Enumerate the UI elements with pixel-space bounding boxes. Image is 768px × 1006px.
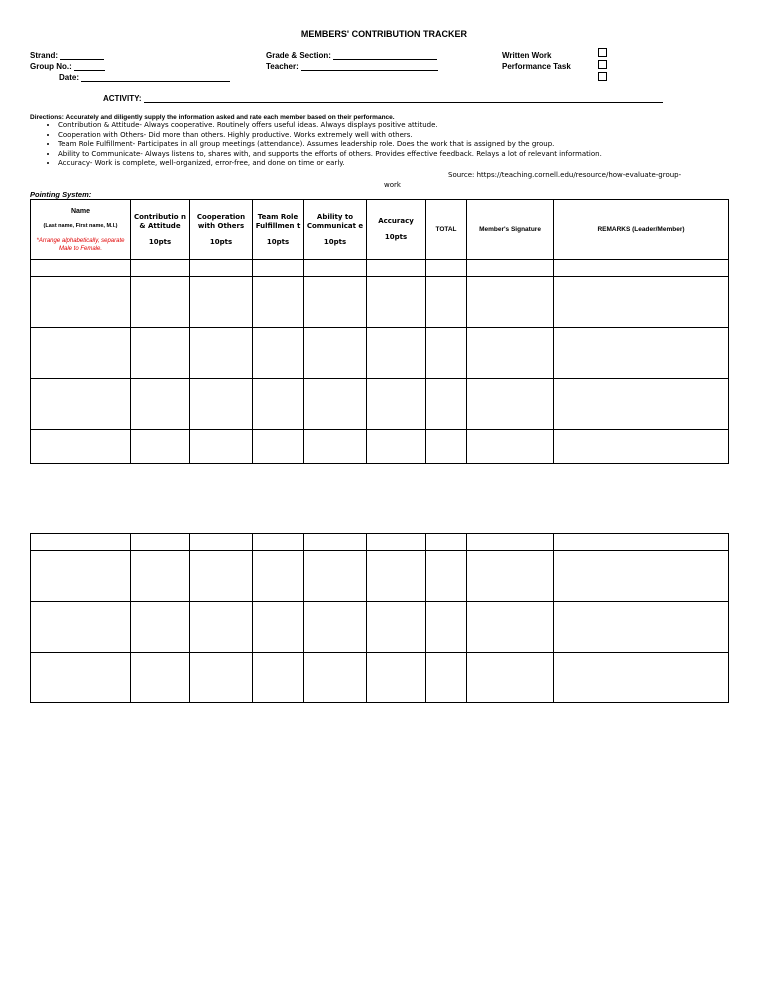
table-cell[interactable] <box>131 260 190 277</box>
table-cell[interactable] <box>190 379 253 430</box>
performance-task-checkbox[interactable] <box>598 60 607 69</box>
table-row <box>31 328 729 379</box>
table-cell[interactable] <box>190 534 253 551</box>
table-cell[interactable] <box>367 602 426 653</box>
table-cell[interactable] <box>190 277 253 328</box>
table-cell[interactable] <box>426 379 467 430</box>
table-row <box>31 430 729 464</box>
table-cell[interactable] <box>190 328 253 379</box>
source-citation-cont: work <box>384 181 401 189</box>
communicate-header-pts: 10pts <box>323 237 347 246</box>
table-cell[interactable] <box>467 379 554 430</box>
group-no-blank[interactable] <box>74 62 105 71</box>
table-cell[interactable] <box>467 328 554 379</box>
cooperation-header-label: Cooperation with Others <box>196 212 246 230</box>
communicate-header <box>304 200 367 260</box>
name-header <box>31 200 131 260</box>
criteria-item: • Team Role Fulfillment- Participates in all group meetings (attendance). Assumes leadership role. Does the work that is assigned by the group. <box>58 140 738 150</box>
table-cell[interactable] <box>31 328 131 379</box>
name-header-sub: (Last name, First name, M.I.) <box>43 222 118 229</box>
table-cell[interactable] <box>131 602 190 653</box>
table-cell[interactable] <box>253 551 304 602</box>
remarks-header: REMARKS (Leader/Member) <box>554 200 729 260</box>
cooperation-header-pts: 10pts <box>209 237 233 246</box>
table-cell[interactable] <box>31 379 131 430</box>
name-header-label: Name <box>70 207 91 215</box>
table-cell[interactable] <box>426 260 467 277</box>
criteria-item: • Contribution & Attitude- Always cooperative. Routinely offers useful ideas. Always displays positive attitude. <box>58 121 738 131</box>
activity-label: ACTIVITY: <box>103 94 142 103</box>
table-cell[interactable] <box>367 430 426 464</box>
table-cell[interactable] <box>426 551 467 602</box>
accuracy-header-label: Accuracy <box>378 217 414 225</box>
activity-blank[interactable] <box>144 94 663 103</box>
criteria-item: • Accuracy- Work is complete, well-organized, error-free, and done on time or early. <box>58 159 738 169</box>
table-cell[interactable] <box>467 260 554 277</box>
table-cell[interactable] <box>253 328 304 379</box>
table-cell[interactable] <box>253 260 304 277</box>
grade-section-field[interactable] <box>266 51 437 60</box>
table-cell[interactable] <box>131 328 190 379</box>
table-header-row <box>31 200 729 260</box>
table-cell[interactable] <box>554 551 729 602</box>
cooperation-header <box>190 200 253 260</box>
table-cell[interactable] <box>426 277 467 328</box>
table-cell[interactable] <box>426 653 467 703</box>
table-cell[interactable] <box>253 534 304 551</box>
table-cell[interactable] <box>467 653 554 703</box>
table-cell[interactable] <box>467 277 554 328</box>
table-cell[interactable] <box>554 277 729 328</box>
signature-header: Member's Signature <box>467 200 554 260</box>
total-header: TOTAL <box>426 200 467 260</box>
table-cell[interactable] <box>367 653 426 703</box>
group-no-field[interactable] <box>30 62 105 71</box>
table-cell[interactable] <box>367 277 426 328</box>
table-cell[interactable] <box>554 328 729 379</box>
name-header-note: *Arrange alphabetically, separate Male to Female. <box>36 237 125 252</box>
team-role-header <box>253 200 304 260</box>
table-row <box>31 602 729 653</box>
table-cell[interactable] <box>426 328 467 379</box>
table-row <box>31 260 729 277</box>
communicate-header-label: Ability to Communicat e <box>306 212 364 230</box>
table-row <box>31 379 729 430</box>
criteria-item: • Cooperation with Others- Did more than others. Highly productive. Works extremely well with others. <box>58 131 738 141</box>
criteria-item: • Ability to Communicate- Always listens to, shares with, and supports the efforts of others. Provides effective feedback. Relays a lot of relevant information. <box>58 150 738 160</box>
grade-section-blank[interactable] <box>333 51 437 60</box>
table-cell[interactable] <box>131 379 190 430</box>
group-no-label: Group No.: <box>30 62 72 71</box>
contribution-table <box>30 199 729 464</box>
table-row <box>31 277 729 328</box>
table-cell[interactable] <box>554 430 729 464</box>
contribution-table-continued <box>30 533 729 703</box>
table-cell[interactable] <box>554 653 729 703</box>
strand-field[interactable] <box>30 51 104 60</box>
table-cell[interactable] <box>554 379 729 430</box>
table-cell[interactable] <box>253 653 304 703</box>
table-cell[interactable] <box>131 551 190 602</box>
table-cell[interactable] <box>131 653 190 703</box>
table-cell[interactable] <box>131 277 190 328</box>
directions-text: Directions: Accurately and diligently supply the information asked and rate each member based on their performance. <box>30 114 395 121</box>
teacher-blank[interactable] <box>301 62 438 71</box>
table-row <box>31 551 729 602</box>
table-cell[interactable] <box>304 551 367 602</box>
grade-section-label: Grade & Section: <box>266 51 331 60</box>
strand-blank[interactable] <box>60 51 104 60</box>
date-blank[interactable] <box>81 73 230 82</box>
accuracy-header-pts: 10pts <box>384 233 408 241</box>
strand-label: Strand: <box>30 51 58 60</box>
page-title: MEMBERS' CONTRIBUTION TRACKER <box>300 29 468 39</box>
table-cell[interactable] <box>304 260 367 277</box>
table-cell[interactable] <box>304 653 367 703</box>
table-cell[interactable] <box>367 379 426 430</box>
table-cell[interactable] <box>190 653 253 703</box>
table-cell[interactable] <box>426 602 467 653</box>
table-cell[interactable] <box>367 551 426 602</box>
table-cell[interactable] <box>367 260 426 277</box>
table-cell[interactable] <box>467 551 554 602</box>
table-cell[interactable] <box>31 551 131 602</box>
pointing-system-label: Pointing System: <box>30 190 92 199</box>
table-cell[interactable] <box>131 534 190 551</box>
table-cell[interactable] <box>426 430 467 464</box>
criteria-list <box>44 121 738 169</box>
table-cell[interactable] <box>31 653 131 703</box>
team-role-header-pts: 10pts <box>266 237 290 246</box>
table-cell[interactable] <box>304 379 367 430</box>
teacher-field[interactable] <box>266 62 438 71</box>
table-cell[interactable] <box>253 277 304 328</box>
table-cell[interactable] <box>367 534 426 551</box>
written-work-label: Written Work <box>502 51 552 60</box>
table-cell[interactable] <box>253 379 304 430</box>
table-cell[interactable] <box>304 534 367 551</box>
accuracy-header <box>367 200 426 260</box>
contribution-header-pts: 10pts <box>148 237 172 246</box>
contribution-header <box>131 200 190 260</box>
team-role-header-label: Team Role Fulfillmen t <box>255 212 301 230</box>
table-cell[interactable] <box>190 551 253 602</box>
teacher-label: Teacher: <box>266 62 299 71</box>
table-cell[interactable] <box>367 328 426 379</box>
table-cell[interactable] <box>304 602 367 653</box>
table-cell[interactable] <box>467 602 554 653</box>
table-cell[interactable] <box>190 602 253 653</box>
table-cell[interactable] <box>304 277 367 328</box>
table-cell[interactable] <box>253 430 304 464</box>
table-cell[interactable] <box>554 534 729 551</box>
table-cell[interactable] <box>467 430 554 464</box>
table-cell[interactable] <box>554 602 729 653</box>
table-cell[interactable] <box>304 328 367 379</box>
table-cell[interactable] <box>31 260 131 277</box>
table-cell[interactable] <box>426 534 467 551</box>
table-row <box>31 534 729 551</box>
table-cell[interactable] <box>31 430 131 464</box>
table-cell[interactable] <box>554 260 729 277</box>
performance-task-label: Performance Task <box>502 62 571 71</box>
table-cell[interactable] <box>253 602 304 653</box>
table-cell[interactable] <box>190 430 253 464</box>
written-work-checkbox[interactable] <box>598 48 607 57</box>
table-cell[interactable] <box>31 534 131 551</box>
table-row <box>31 653 729 703</box>
contribution-header-label: Contributio n & Attitude <box>133 212 187 230</box>
table-cell[interactable] <box>190 260 253 277</box>
table-cell[interactable] <box>304 430 367 464</box>
table-cell[interactable] <box>131 430 190 464</box>
date-label: Date: <box>59 73 80 82</box>
date-field[interactable] <box>59 73 230 82</box>
table-cell[interactable] <box>31 277 131 328</box>
extra-checkbox[interactable] <box>598 72 607 81</box>
activity-field[interactable] <box>103 94 663 103</box>
table-cell[interactable] <box>467 534 554 551</box>
source-citation: Source: https://teaching.cornell.edu/resource/how-evaluate-group- <box>448 171 682 179</box>
table-cell[interactable] <box>31 602 131 653</box>
